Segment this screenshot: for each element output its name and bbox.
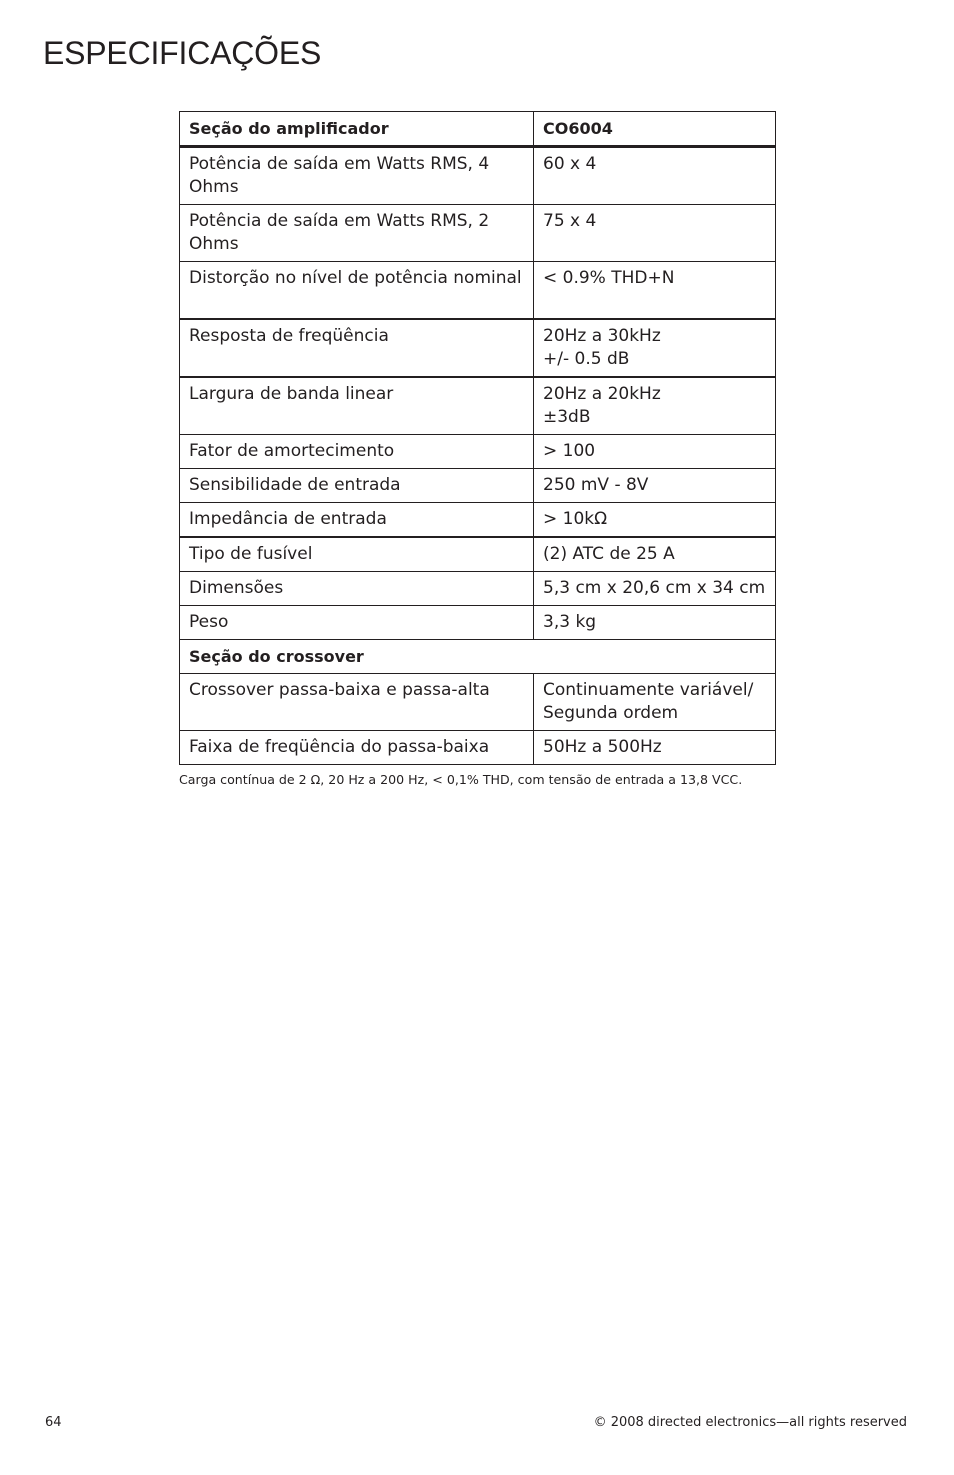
spec-value: [534, 319, 776, 377]
spec-label: Fator de amortecimento: [180, 435, 534, 469]
header-model: CO6004: [534, 112, 776, 147]
table-row: [180, 262, 776, 320]
table-row: [180, 469, 776, 503]
spec-value-line: 5,3 cm x 20,6 cm x 34 cm: [543, 578, 766, 598]
copyright-notice: © 2008 directed electronics—all rights reserved: [593, 1415, 907, 1430]
spec-value-line: 75 x 4: [543, 211, 597, 231]
spec-label: Tipo de fusível: [180, 537, 534, 572]
page-number: 64: [45, 1415, 62, 1430]
spec-value: [534, 469, 776, 503]
spec-value-line: 20Hz a 30kHz: [543, 326, 661, 346]
spec-label: Distorção no nível de potência nominal: [180, 262, 534, 320]
spec-label: Crossover passa-baixa e passa-alta: [180, 674, 534, 731]
spec-value-line: Segunda ordem: [543, 703, 679, 723]
spec-value-line: +/- 0.5 dB: [543, 349, 630, 369]
spec-label: Sensibilidade de entrada: [180, 469, 534, 503]
spec-value-line: 60 x 4: [543, 154, 597, 174]
spec-value: [534, 537, 776, 572]
table-row: [180, 377, 776, 435]
table-row: [180, 537, 776, 572]
spec-label: Faixa de freqüência do passa-baixa: [180, 731, 534, 765]
spec-value: [534, 262, 776, 320]
spec-label: Resposta de freqüência: [180, 319, 534, 377]
table-header-row: [180, 112, 776, 147]
table-footnote: Carga contínua de 2 Ω, 20 Hz a 200 Hz, < 0,1% THD, com tensão de entrada a 13,8 VCC.: [179, 772, 743, 787]
table-row: [180, 147, 776, 205]
spec-value-line: 3,3 kg: [543, 612, 597, 632]
spec-value: [534, 147, 776, 205]
spec-value: [534, 606, 776, 640]
spec-value-line: Continuamente variável/: [543, 680, 754, 700]
spec-value-line: < 0.9% THD+N: [543, 268, 675, 288]
table-row: [180, 319, 776, 377]
table-row: [180, 674, 776, 731]
spec-value-line: > 100: [543, 441, 596, 461]
spec-value-line: 20Hz a 20kHz: [543, 384, 661, 404]
spec-label: Dimensões: [180, 572, 534, 606]
spec-value: [534, 674, 776, 731]
spec-value: [534, 377, 776, 435]
table-row: [180, 606, 776, 640]
spec-value-line: 250 mV - 8V: [543, 475, 649, 495]
spec-label: Potência de saída em Watts RMS, 2 Ohms: [180, 205, 534, 262]
spec-value: [534, 731, 776, 765]
spec-label: Impedância de entrada: [180, 503, 534, 538]
spec-value-line: (2) ATC de 25 A: [543, 544, 675, 564]
spec-value: [534, 572, 776, 606]
spec-value-line: ±3dB: [543, 407, 591, 427]
spec-label: Peso: [180, 606, 534, 640]
table-row: [180, 731, 776, 765]
spec-value-line: 50Hz a 500Hz: [543, 737, 662, 757]
header-label: Seção do amplificador: [180, 112, 534, 147]
spec-label: Potência de saída em Watts RMS, 4 Ohms: [180, 147, 534, 205]
crossover-section-row: [180, 640, 776, 674]
spec-label: Largura de banda linear: [180, 377, 534, 435]
table-row: [180, 435, 776, 469]
page-title: ESPECIFICAÇÕES: [43, 35, 322, 71]
spec-value: [534, 435, 776, 469]
spec-value: [534, 205, 776, 262]
crossover-section-heading: Seção do crossover: [180, 640, 776, 674]
specifications-table: [179, 111, 776, 765]
table-row: [180, 503, 776, 538]
table-row: [180, 572, 776, 606]
spec-value: [534, 503, 776, 538]
spec-value-line: > 10kΩ: [543, 509, 608, 529]
table-row: [180, 205, 776, 262]
